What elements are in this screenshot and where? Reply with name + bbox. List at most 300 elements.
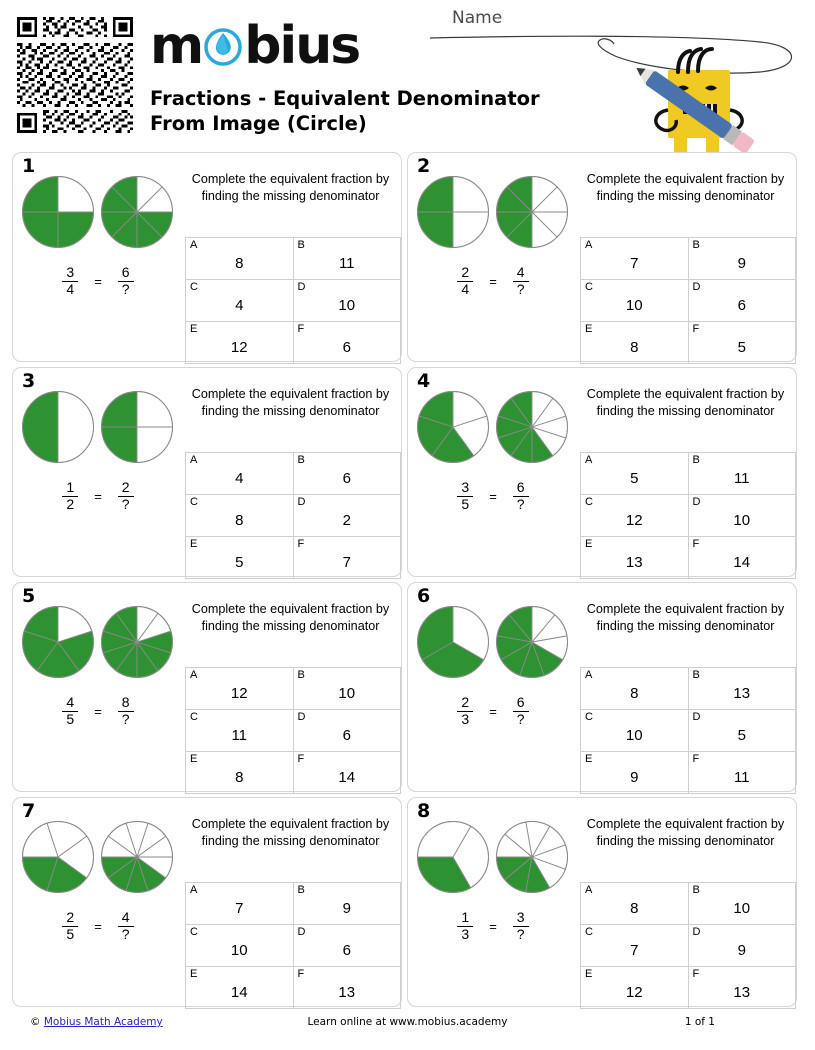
question-row bbox=[12, 367, 803, 582]
answer-options-table bbox=[580, 882, 796, 1009]
fraction-circle-right bbox=[495, 175, 569, 249]
answer-row bbox=[186, 710, 401, 752]
fraction-equation bbox=[414, 265, 572, 297]
denominator-left: 5 bbox=[457, 496, 473, 512]
answer-option[interactable] bbox=[186, 453, 294, 495]
answer-option[interactable] bbox=[186, 883, 294, 925]
answer-value: 8 bbox=[235, 768, 244, 786]
fraction-right bbox=[513, 265, 529, 297]
answer-row bbox=[186, 322, 401, 364]
answer-option[interactable] bbox=[688, 453, 796, 495]
answer-letter: B bbox=[297, 669, 305, 681]
denominator-left: 3 bbox=[457, 711, 473, 727]
answer-value: 8 bbox=[235, 511, 244, 529]
question-visual bbox=[408, 798, 575, 1006]
answer-value: 10 bbox=[733, 899, 751, 917]
fraction-circle-right bbox=[495, 820, 569, 894]
numerator-right: 4 bbox=[516, 264, 525, 280]
fraction-right bbox=[118, 265, 134, 297]
question-number: 5 bbox=[22, 585, 36, 607]
answer-value: 13 bbox=[625, 553, 643, 571]
answer-letter: E bbox=[585, 538, 593, 550]
answer-value: 10 bbox=[625, 726, 643, 744]
answer-letter: F bbox=[692, 538, 700, 550]
answer-option[interactable] bbox=[293, 710, 401, 752]
answer-letter: B bbox=[297, 454, 305, 466]
answer-value: 6 bbox=[737, 296, 746, 314]
fraction-right bbox=[118, 480, 134, 512]
equals-sign: = bbox=[489, 918, 497, 934]
questions-grid bbox=[12, 152, 803, 1012]
answer-letter: C bbox=[585, 926, 593, 938]
answer-letter: D bbox=[692, 281, 701, 293]
numerator-left: 4 bbox=[66, 694, 75, 710]
answer-option[interactable] bbox=[581, 710, 689, 752]
answer-letter: A bbox=[190, 669, 198, 681]
answer-option[interactable] bbox=[688, 752, 796, 794]
answer-option[interactable] bbox=[688, 883, 796, 925]
denominator-right: ? bbox=[118, 496, 134, 512]
fraction-equation bbox=[19, 265, 177, 297]
question-number: 8 bbox=[417, 800, 431, 822]
answer-row bbox=[186, 238, 401, 280]
answer-option[interactable] bbox=[293, 495, 401, 537]
footer-page-number: 1 of 1 bbox=[684, 1016, 715, 1028]
fraction-right bbox=[118, 910, 134, 942]
fraction-circle-left bbox=[416, 605, 490, 679]
question-prompt: Complete the equivalent fraction by finding the missing denominator bbox=[586, 387, 785, 418]
fraction-equation bbox=[414, 910, 572, 942]
fraction-circle-right bbox=[100, 820, 174, 894]
answer-row bbox=[581, 967, 796, 1009]
answer-option[interactable] bbox=[293, 238, 401, 280]
equals-sign: = bbox=[94, 273, 102, 289]
question-body bbox=[575, 583, 796, 791]
answer-letter: D bbox=[297, 496, 306, 508]
answer-value: 12 bbox=[230, 338, 248, 356]
answer-options-table bbox=[185, 237, 401, 364]
answer-letter: E bbox=[585, 968, 593, 980]
fraction-equation bbox=[414, 480, 572, 512]
answer-letter: E bbox=[190, 968, 198, 980]
answer-value: 4 bbox=[235, 469, 244, 487]
numerator-right: 4 bbox=[121, 909, 130, 925]
answer-option[interactable] bbox=[688, 668, 796, 710]
answer-letter: F bbox=[297, 323, 305, 335]
answer-letter: D bbox=[692, 711, 701, 723]
fraction-right bbox=[513, 695, 529, 727]
question-prompt: Complete the equivalent fraction by finding the missing denominator bbox=[191, 387, 390, 418]
fraction-circle-left bbox=[416, 390, 490, 464]
answer-row bbox=[581, 752, 796, 794]
fraction-circle-left bbox=[416, 820, 490, 894]
denominator-left: 3 bbox=[457, 926, 473, 942]
answer-option[interactable] bbox=[581, 537, 689, 579]
fraction-circles bbox=[21, 820, 174, 894]
answer-value: 5 bbox=[235, 553, 244, 571]
answer-value: 7 bbox=[342, 553, 351, 571]
question-body bbox=[575, 153, 796, 361]
answer-value: 7 bbox=[235, 899, 244, 917]
answer-value: 14 bbox=[733, 553, 751, 571]
fraction-circle-right bbox=[100, 605, 174, 679]
question-body bbox=[180, 153, 401, 361]
answer-letter: C bbox=[190, 496, 198, 508]
answer-option[interactable] bbox=[186, 710, 294, 752]
answer-row bbox=[186, 537, 401, 579]
fraction-circles bbox=[21, 390, 174, 464]
question-visual bbox=[13, 583, 180, 791]
answer-value: 7 bbox=[630, 254, 639, 272]
answer-option[interactable] bbox=[293, 453, 401, 495]
logo-text-left: m bbox=[150, 16, 203, 76]
answer-letter: B bbox=[692, 239, 700, 251]
answer-letter: A bbox=[585, 669, 593, 681]
answer-letter: C bbox=[190, 711, 198, 723]
answer-option[interactable] bbox=[688, 495, 796, 537]
fraction-circle-left bbox=[21, 820, 95, 894]
answer-letter: F bbox=[692, 323, 700, 335]
answer-letter: A bbox=[190, 884, 198, 896]
question-prompt: Complete the equivalent fraction by finding the missing denominator bbox=[191, 172, 390, 203]
fraction-left bbox=[457, 910, 473, 942]
question-visual bbox=[13, 368, 180, 576]
answer-row bbox=[581, 238, 796, 280]
answer-option[interactable] bbox=[581, 752, 689, 794]
denominator-right: ? bbox=[513, 496, 529, 512]
answer-value: 14 bbox=[338, 768, 356, 786]
qr-code-icon bbox=[14, 14, 136, 136]
answer-options-table bbox=[580, 667, 796, 794]
answer-option[interactable] bbox=[581, 925, 689, 967]
answer-value: 10 bbox=[230, 941, 248, 959]
fraction-circles bbox=[416, 605, 569, 679]
answer-letter: E bbox=[585, 753, 593, 765]
answer-option[interactable] bbox=[186, 322, 294, 364]
answer-row bbox=[186, 453, 401, 495]
fraction-circle-right bbox=[100, 175, 174, 249]
answer-options-table bbox=[580, 452, 796, 579]
denominator-right: ? bbox=[513, 281, 529, 297]
question-card bbox=[12, 582, 402, 792]
answer-option[interactable] bbox=[581, 238, 689, 280]
answer-option[interactable] bbox=[581, 967, 689, 1009]
answer-letter: D bbox=[297, 711, 306, 723]
answer-letter: E bbox=[190, 753, 198, 765]
fraction-left bbox=[62, 480, 78, 512]
question-card bbox=[12, 152, 402, 362]
answer-letter: D bbox=[297, 281, 306, 293]
numerator-left: 3 bbox=[66, 264, 75, 280]
answer-value: 9 bbox=[342, 899, 351, 917]
question-prompt: Complete the equivalent fraction by finding the missing denominator bbox=[191, 817, 390, 848]
fraction-circle-right bbox=[495, 605, 569, 679]
page-title: Fractions - Equivalent Denominator From Image (Circle) bbox=[150, 87, 540, 135]
answer-option[interactable] bbox=[581, 883, 689, 925]
answer-letter: A bbox=[585, 239, 593, 251]
answer-value: 6 bbox=[342, 469, 351, 487]
equals-sign: = bbox=[489, 273, 497, 289]
answer-letter: B bbox=[297, 239, 305, 251]
fraction-circle-right bbox=[495, 390, 569, 464]
answer-letter: C bbox=[585, 496, 593, 508]
fraction-circle-left bbox=[416, 175, 490, 249]
fraction-left bbox=[62, 265, 78, 297]
answer-value: 8 bbox=[630, 338, 639, 356]
answer-letter: C bbox=[190, 926, 198, 938]
answer-options-table bbox=[580, 237, 796, 364]
answer-option[interactable] bbox=[688, 238, 796, 280]
pencil-mascot-icon bbox=[580, 18, 810, 153]
answer-letter: C bbox=[190, 281, 198, 293]
question-body bbox=[575, 368, 796, 576]
numerator-right: 6 bbox=[121, 264, 130, 280]
answer-option[interactable] bbox=[293, 883, 401, 925]
fraction-circles bbox=[416, 820, 569, 894]
fraction-circle-left bbox=[21, 390, 95, 464]
answer-option[interactable] bbox=[293, 925, 401, 967]
answer-value: 2 bbox=[342, 511, 351, 529]
answer-row bbox=[581, 668, 796, 710]
equals-sign: = bbox=[489, 488, 497, 504]
numerator-right: 3 bbox=[516, 909, 525, 925]
answer-row bbox=[581, 925, 796, 967]
mobius-math-academy-link[interactable]: Mobius Math Academy bbox=[43, 1016, 163, 1028]
numerator-right: 2 bbox=[121, 479, 130, 495]
numerator-left: 1 bbox=[66, 479, 75, 495]
answer-value: 11 bbox=[733, 469, 750, 487]
answer-value: 6 bbox=[342, 726, 351, 744]
answer-option[interactable] bbox=[186, 925, 294, 967]
answer-letter: B bbox=[692, 884, 700, 896]
answer-value: 8 bbox=[630, 899, 639, 917]
question-card bbox=[12, 797, 402, 1007]
answer-letter: F bbox=[297, 753, 305, 765]
answer-letter: F bbox=[692, 968, 700, 980]
question-card bbox=[407, 152, 797, 362]
answer-options-table bbox=[185, 882, 401, 1009]
answer-option[interactable] bbox=[688, 322, 796, 364]
fraction-right bbox=[118, 695, 134, 727]
answer-value: 6 bbox=[342, 941, 351, 959]
answer-value: 10 bbox=[338, 684, 356, 702]
logo-text-right: bius bbox=[244, 16, 360, 76]
answer-option[interactable] bbox=[293, 967, 401, 1009]
numerator-right: 8 bbox=[121, 694, 130, 710]
mobius-drop-icon bbox=[203, 26, 243, 66]
answer-value: 4 bbox=[235, 296, 244, 314]
answer-value: 8 bbox=[630, 684, 639, 702]
question-visual bbox=[408, 153, 575, 361]
answer-value: 9 bbox=[630, 768, 639, 786]
answer-letter: B bbox=[692, 669, 700, 681]
denominator-right: ? bbox=[513, 711, 529, 727]
denominator-right: ? bbox=[118, 926, 134, 942]
answer-option[interactable] bbox=[186, 752, 294, 794]
answer-letter: D bbox=[692, 926, 701, 938]
question-body bbox=[180, 368, 401, 576]
denominator-left: 5 bbox=[62, 711, 78, 727]
answer-option[interactable] bbox=[186, 537, 294, 579]
question-number: 6 bbox=[417, 585, 431, 607]
denominator-left: 4 bbox=[62, 281, 78, 297]
fraction-circle-left bbox=[21, 605, 95, 679]
denominator-left: 2 bbox=[62, 496, 78, 512]
answer-value: 13 bbox=[733, 684, 751, 702]
answer-letter: B bbox=[297, 884, 305, 896]
answer-row bbox=[186, 967, 401, 1009]
answer-option[interactable] bbox=[581, 495, 689, 537]
numerator-left: 2 bbox=[66, 909, 75, 925]
question-visual bbox=[13, 798, 180, 1006]
answer-row bbox=[581, 710, 796, 752]
answer-letter: A bbox=[585, 884, 593, 896]
answer-row bbox=[186, 925, 401, 967]
answer-letter: F bbox=[297, 538, 305, 550]
answer-option[interactable] bbox=[581, 280, 689, 322]
fraction-left bbox=[62, 910, 78, 942]
answer-option[interactable] bbox=[293, 537, 401, 579]
answer-option[interactable] bbox=[688, 925, 796, 967]
answer-value: 8 bbox=[235, 254, 244, 272]
fraction-left bbox=[457, 265, 473, 297]
question-card bbox=[407, 797, 797, 1007]
answer-option[interactable] bbox=[293, 668, 401, 710]
answer-value: 9 bbox=[737, 254, 746, 272]
numerator-right: 6 bbox=[516, 479, 525, 495]
equals-sign: = bbox=[489, 703, 497, 719]
answer-letter: C bbox=[585, 711, 593, 723]
answer-value: 10 bbox=[338, 296, 356, 314]
question-prompt: Complete the equivalent fraction by finding the missing denominator bbox=[586, 817, 785, 848]
answer-row bbox=[186, 495, 401, 537]
answer-letter: D bbox=[692, 496, 701, 508]
footer-learn-online: Learn online at www.mobius.academy bbox=[307, 1016, 508, 1028]
denominator-left: 4 bbox=[457, 281, 473, 297]
denominator-right: ? bbox=[118, 281, 134, 297]
fraction-equation bbox=[19, 480, 177, 512]
answer-row bbox=[186, 280, 401, 322]
equals-sign: = bbox=[94, 488, 102, 504]
question-row bbox=[12, 797, 803, 1012]
denominator-left: 5 bbox=[62, 926, 78, 942]
answer-value: 9 bbox=[737, 941, 746, 959]
fraction-circles bbox=[416, 390, 569, 464]
question-number: 2 bbox=[417, 155, 431, 177]
answer-value: 12 bbox=[230, 684, 248, 702]
fraction-circles bbox=[21, 605, 174, 679]
equals-sign: = bbox=[94, 703, 102, 719]
question-body bbox=[180, 583, 401, 791]
answer-row bbox=[186, 752, 401, 794]
answer-value: 10 bbox=[733, 511, 751, 529]
numerator-left: 2 bbox=[461, 694, 470, 710]
answer-option[interactable] bbox=[688, 537, 796, 579]
answer-option[interactable] bbox=[293, 752, 401, 794]
question-number: 3 bbox=[22, 370, 36, 392]
question-body bbox=[575, 798, 796, 1006]
answer-letter: A bbox=[190, 239, 198, 251]
answer-value: 5 bbox=[737, 338, 746, 356]
answer-option[interactable] bbox=[581, 453, 689, 495]
answer-value: 11 bbox=[338, 254, 355, 272]
question-prompt: Complete the equivalent fraction by finding the missing denominator bbox=[586, 602, 785, 633]
answer-option[interactable] bbox=[581, 668, 689, 710]
answer-value: 11 bbox=[733, 768, 750, 786]
numerator-left: 1 bbox=[461, 909, 470, 925]
question-prompt: Complete the equivalent fraction by finding the missing denominator bbox=[191, 602, 390, 633]
answer-letter: E bbox=[190, 323, 198, 335]
answer-options-table bbox=[185, 667, 401, 794]
numerator-left: 2 bbox=[461, 264, 470, 280]
answer-row bbox=[581, 537, 796, 579]
answer-value: 13 bbox=[733, 983, 751, 1001]
answer-value: 6 bbox=[342, 338, 351, 356]
answer-option[interactable] bbox=[688, 967, 796, 1009]
answer-value: 12 bbox=[625, 983, 643, 1001]
fraction-left bbox=[457, 695, 473, 727]
question-row bbox=[12, 152, 803, 367]
answer-row bbox=[186, 883, 401, 925]
answer-option[interactable] bbox=[293, 322, 401, 364]
name-label: Name bbox=[452, 8, 503, 28]
answer-letter: E bbox=[190, 538, 198, 550]
question-visual bbox=[13, 153, 180, 361]
answer-option[interactable] bbox=[186, 668, 294, 710]
answer-letter: F bbox=[692, 753, 700, 765]
answer-value: 13 bbox=[338, 983, 356, 1001]
answer-option[interactable] bbox=[581, 322, 689, 364]
numerator-right: 6 bbox=[516, 694, 525, 710]
answer-row bbox=[581, 453, 796, 495]
question-row bbox=[12, 582, 803, 797]
answer-value: 11 bbox=[231, 726, 248, 744]
fraction-left bbox=[62, 695, 78, 727]
question-number: 4 bbox=[417, 370, 431, 392]
question-number: 7 bbox=[22, 800, 36, 822]
answer-row bbox=[581, 280, 796, 322]
answer-option[interactable] bbox=[688, 280, 796, 322]
answer-value: 10 bbox=[625, 296, 643, 314]
fraction-right bbox=[513, 910, 529, 942]
answer-option[interactable] bbox=[186, 967, 294, 1009]
answer-option[interactable] bbox=[293, 280, 401, 322]
answer-option[interactable] bbox=[688, 710, 796, 752]
fraction-circle-left bbox=[21, 175, 95, 249]
answer-option[interactable] bbox=[186, 495, 294, 537]
question-number: 1 bbox=[22, 155, 36, 177]
copyright-symbol: © bbox=[30, 1016, 41, 1028]
answer-option[interactable] bbox=[186, 280, 294, 322]
question-prompt: Complete the equivalent fraction by finding the missing denominator bbox=[586, 172, 785, 203]
name-area bbox=[430, 6, 805, 146]
answer-option[interactable] bbox=[186, 238, 294, 280]
answer-options-table bbox=[185, 452, 401, 579]
answer-value: 5 bbox=[630, 469, 639, 487]
page-footer bbox=[0, 1016, 815, 1038]
question-card bbox=[407, 367, 797, 577]
fraction-equation bbox=[414, 695, 572, 727]
fraction-circles bbox=[416, 175, 569, 249]
answer-value: 14 bbox=[230, 983, 248, 1001]
fraction-left bbox=[457, 480, 473, 512]
fraction-equation bbox=[19, 695, 177, 727]
answer-value: 5 bbox=[737, 726, 746, 744]
answer-row bbox=[186, 668, 401, 710]
equals-sign: = bbox=[94, 918, 102, 934]
answer-row bbox=[581, 322, 796, 364]
answer-letter: C bbox=[585, 281, 593, 293]
